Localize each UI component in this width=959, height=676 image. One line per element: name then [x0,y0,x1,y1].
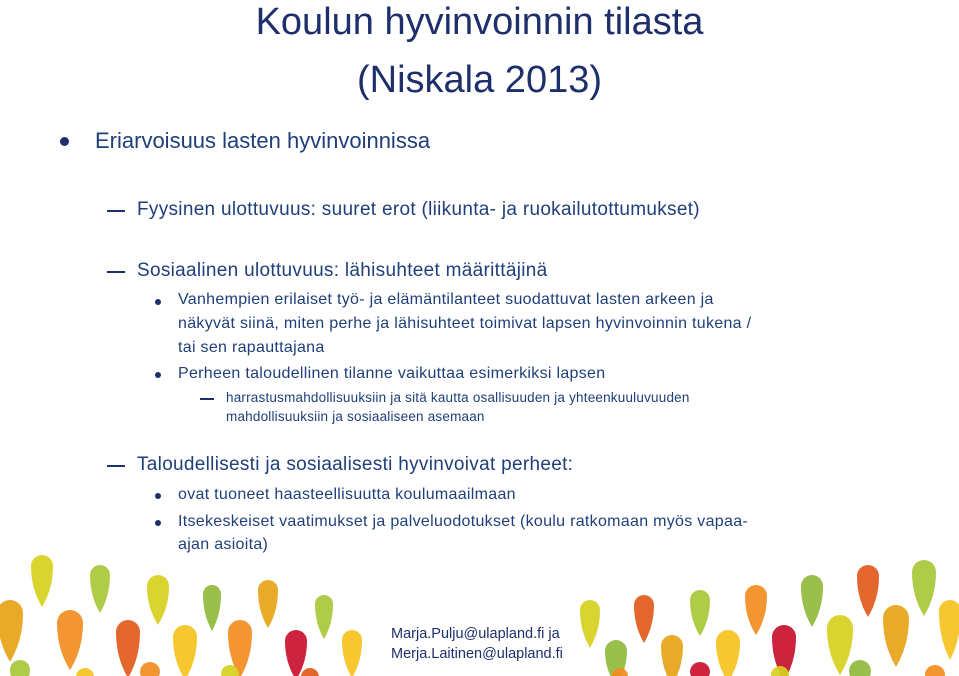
sub-bullet-vanhempien-1: Vanhempien erilaiset työ- ja elämäntilanteet suodattuvat lasten arkeen ja [178,291,714,308]
bullet-sosiaalinen: Sosiaalinen ulottuvuus: lähisuhteet määrittäjinä [137,260,548,281]
detail-harrastus-2: mahdollisuuksiin ja sosiaaliseen asemaan [226,409,485,424]
decorative-drop [690,590,710,636]
sub-bullet-haasteellisuus: ovat tuoneet haasteellisuutta koulumaailmaan [178,486,516,503]
decorative-drop [690,662,710,676]
bullet-dot [155,372,161,378]
bullet-dot [155,520,161,526]
decorative-drop [315,595,333,639]
sub-bullet-vanhempien-3: tai sen rapauttajana [178,339,325,356]
bullet-eriarvoisuus: Eriarvoisuus lasten hyvinvoinnissa [95,128,431,153]
decorative-drop [258,580,278,628]
sub-bullet-perheen: Perheen taloudellinen tilanne vaikuttaa esimerkiksi lapsen [178,365,606,382]
decorative-drop [57,610,83,670]
decorative-drop [939,600,959,660]
bullet-dash [107,210,125,212]
decorative-drop [90,565,110,613]
sub-bullet-itsekeskeiset-2: ajan asioita) [178,536,269,553]
decorative-drop [849,660,871,676]
decorative-drop [580,600,600,648]
decorative-drop [912,560,936,616]
decorative-drop [661,635,683,676]
decorative-drop [285,630,307,676]
decorative-drop [31,555,53,607]
decorative-drop [147,575,169,625]
bullet-dot [60,137,69,146]
bullet-taloudellisesti: Taloudellisesti ja sosiaalisesti hyvinvoivat perheet: [137,454,574,475]
decorative-drop [116,620,140,676]
detail-harrastus-1: harrastusmahdollisuuksiin ja sitä kautta osallisuuden ja yhteenkuuluvuuden [226,390,690,405]
footer-email-2: Merja.Laitinen@ulapland.fi [391,646,563,662]
decorative-drop [925,665,945,676]
decorative-drop [0,600,23,662]
decorative-drop [801,575,823,627]
bullet-fyysinen: Fyysinen ulottuvuus: suuret erot (liikunta- ja ruokailutottumukset) [137,199,700,220]
decorative-drop [301,668,319,676]
bullet-dot [155,493,161,499]
decorative-drop [883,605,909,667]
slide-title-line2: (Niskala 2013) [357,59,602,101]
decorative-drop [827,615,853,675]
bullet-dot [155,299,161,305]
decorative-drop [140,662,160,676]
decorative-drop [76,668,94,676]
decorative-drop [342,630,362,676]
sub-bullet-vanhempien-2: näkyvät siinä, miten perhe ja lähisuhteet toimivat lapsen hyvinvoinnin tukena / [178,315,752,332]
decorative-drop [173,625,197,676]
decorative-drop [634,595,654,643]
decorative-drop [745,585,767,635]
decorative-drop [857,565,879,617]
decorative-drop [10,660,30,676]
footer-email-1: Marja.Pulju@ulapland.fi ja [391,626,560,642]
sub-bullet-itsekeskeiset-1: Itsekeskeiset vaatimukset ja palveluodotukset (koulu ratkomaan myös vapaa- [178,513,749,530]
slide-title-line1: Koulun hyvinvoinnin tilasta [255,1,704,43]
decorative-drop [203,585,221,631]
bullet-dash [107,465,125,467]
bullet-dash [200,398,214,400]
decorative-drop [716,630,740,676]
bullet-dash [107,271,125,273]
